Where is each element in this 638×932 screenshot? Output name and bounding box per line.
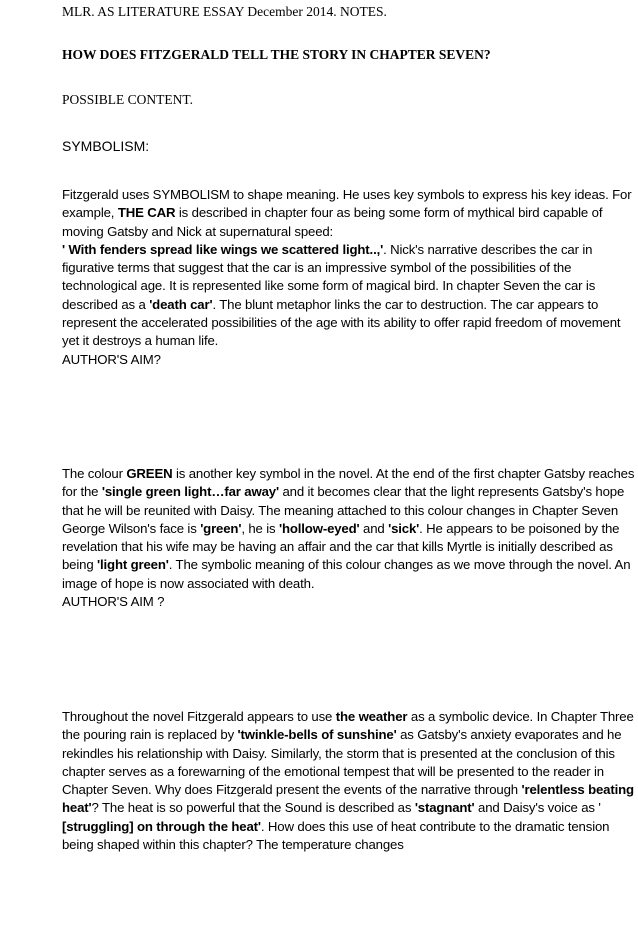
quote-green: 'green'	[200, 520, 242, 536]
paragraph-car-symbol	[62, 186, 636, 369]
quote-death-car: 'death car'	[149, 296, 213, 312]
text-run: . Nick's narrative describes the car in figurative terms that suggest that the car is an impressive symbol of the possibilities of the technological age. It is represented like some form of magical bird. In chapter Seven the car is described as a	[62, 241, 596, 312]
emphasis-green: GREEN	[126, 466, 173, 481]
text-run: and it becomes clear that the light represents Gatsby's hope that he will be reunited with Daisy. The meaning attached to this colour changes in Chapter Seven George Wilson's face is	[62, 484, 625, 536]
paragraph-green-symbol	[62, 465, 636, 611]
text-run: , he is	[241, 520, 279, 536]
text-run: is another key symbol in the novel. At the end of the first chapter Gatsby reaches for the	[62, 466, 635, 500]
authors-aim-1: AUTHOR'S AIM?	[62, 351, 161, 367]
text-run: and	[359, 520, 389, 536]
authors-aim-2: AUTHOR'S AIM ?	[62, 594, 165, 610]
paragraph-car-quote-line	[62, 241, 636, 351]
paragraph-green-body	[62, 465, 636, 593]
text-run: . He appears to be poisoned by the revelation that his wife may be having an affair and the car that kills Myrtle is initially described as being	[62, 520, 620, 573]
text-run: The colour	[62, 466, 127, 481]
paragraph-weather-symbol	[62, 708, 636, 854]
emphasis-the-car: THE CAR	[117, 205, 176, 221]
quote-hollow-eyed: 'hollow-eyed'	[278, 520, 360, 536]
document-header: MLR. AS LITERATURE ESSAY December 2014. NOTES.	[62, 4, 387, 19]
quote-sick: 'sick'	[388, 520, 420, 536]
quote-struggling: [struggling] on through the heat'	[62, 818, 261, 834]
essay-question: HOW DOES FITZGERALD TELL THE STORY IN CHAPTER SEVEN?	[62, 47, 491, 62]
text-run: . How does this use of heat contribute to the dramatic tension being shaped within this chapter? The temperature changes	[62, 818, 610, 853]
quote-green-light: 'single green light…far away'	[101, 484, 279, 500]
text-run: . The symbolic meaning of this colour changes as we move through the novel. An image of hope is now associated with death.	[62, 557, 631, 591]
emphasis-the-weather: the weather	[335, 709, 408, 724]
quote-light-green: 'light green'	[97, 557, 169, 573]
text-run: . The blunt metaphor links the car to destruction. The car appears to represent the accelerated possibilities of the age with its ability to offer rapid freedom of movement yet it destroys a human life.	[62, 296, 621, 349]
text-run: as Gatsby's anxiety evaporates and he rekindles his relationship with Daisy. Similarly, the storm that is presented at the conclusion of this chapter serves as a forewarning of the emotional tempest that will be presented to the reader in Chapter Seven. Why does Fitzgerald present the events of the narrative through	[62, 727, 622, 798]
quote-stagnant: 'stagnant'	[414, 800, 475, 816]
paragraph-weather-body	[62, 708, 636, 854]
quote-twinkle-bells: 'twinkle-bells of sunshine'	[237, 727, 397, 743]
paragraph-car-body	[62, 186, 636, 241]
text-run: Fitzgerald uses SYMBOLISM to shape meaning. He uses key symbols to express his key ideas. For example,	[62, 187, 632, 221]
text-run: Throughout the novel Fitzgerald appears to use	[62, 709, 336, 724]
text-run: is described in chapter four as being some form of mythical bird capable of moving Gatsby and Nick at supernatural speed:	[62, 205, 603, 239]
text-run: as a symbolic device. In Chapter Three the pouring rain is replaced by	[62, 709, 634, 743]
text-run: and Daisy's voice as '	[474, 800, 601, 816]
quote-fenders: ' With fenders spread like wings we scattered light..,'	[62, 241, 384, 257]
text-run: ? The heat is so powerful that the Sound is described as	[91, 800, 415, 816]
possible-content-label: POSSIBLE CONTENT.	[62, 92, 194, 107]
quote-relentless-heat: 'relentless beating heat'	[62, 782, 634, 816]
section-heading-symbolism: SYMBOLISM:	[62, 138, 150, 154]
